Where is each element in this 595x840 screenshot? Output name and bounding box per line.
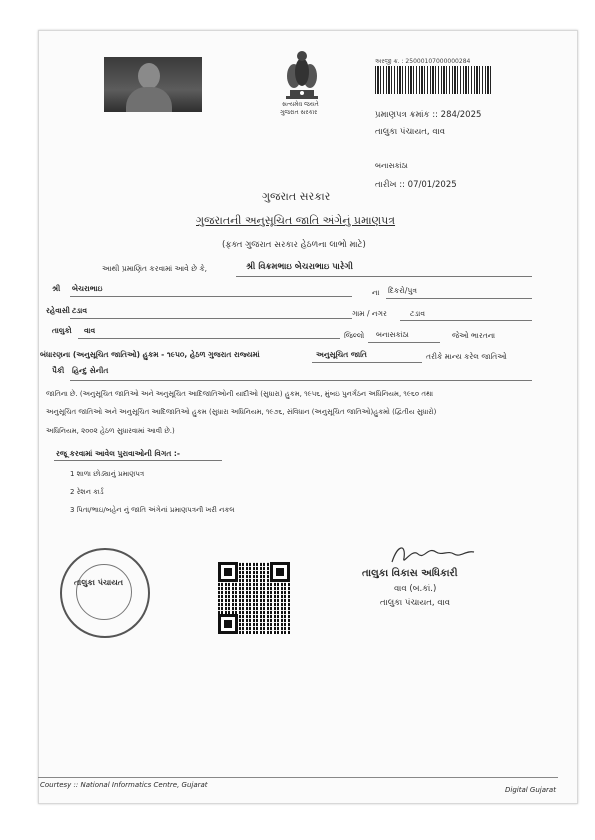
certificate-title: ગુજરાતની અનુસૂચિત જાતિ અંગેનું પ્રમાણપત્ર [196,214,396,227]
na-label: ના [372,288,380,297]
resident-label: રહેવાસી [46,306,70,315]
signatory-title: તાલુકા વિકાસ અધિકારી [362,568,458,579]
caste-value: હિન્દુ સેનીત [72,366,109,375]
state-suffix: જેઓ ભારતના [452,331,496,340]
footer-divider [38,777,558,778]
signatory-place: વાવ (બ.કાં.) [394,584,437,594]
barcode-label: અરજી ક્ર. : 25000107000000284 [375,58,471,65]
evidence-item: 3 પિતા/ભાઇ/બહેન નું જાતિ અંગેનાં પ્રમાણપત્રની ખરી નકલ [70,506,235,514]
signatory-office: તાલુકા પંચાયત, વાવ [380,598,451,608]
father-name: બેચરાભાઇ [72,284,103,293]
shri-label: શ્રી [52,284,61,293]
official-seal [60,548,150,638]
footer-brand: Digital Gujarat [505,786,556,794]
district-value: બનાસકાંઠા [376,330,409,339]
header-district: બનાસકાંઠા [375,161,408,170]
certify-prefix: આથી પ્રમાણિત કરવામાં આવે છે કે, [102,264,208,273]
issue-date: તારીખ :: 07/01/2025 [375,180,457,190]
government-title: ગુજરાત સરકાર [262,190,331,203]
certificate-page [38,30,578,804]
district-label: જિલ્લો [344,331,365,340]
village-value: ટડાવ [410,309,425,318]
caste-label: પૈકી [52,366,65,375]
evidence-item: 2 રેશન કાર્ડ [70,488,104,496]
holder-name: શ્રી વિક્રમભાઇ બેચરાભાઇ પારેગી [246,262,353,272]
certificate-number: પ્રમાણપત્ર ક્રમાંક :: 284/2025 [375,110,482,120]
emblem-caption-1: સત્યમેવ જયતે [282,101,319,108]
seal-text: તાલુકા પંચાયત [74,578,124,587]
applicant-photo [104,57,202,112]
relation: દિકરો/પુત્ર [388,286,417,295]
taluka-value: વાવ [84,326,96,335]
evidence-item: 1 શાળા છોડ્યાનું પ્રમાણપત્ર [70,470,145,478]
legal-paragraph-line-3: અધિનિયમ, ૨૦૦૨ હેઠળ સુધારવામાં આવી છે.) [46,427,175,435]
legal-paragraph-line-2: અનુસૂચિત જાતિઓ અને અનુસૂચિત આદિજાતિઓ હુકમ (સુધારા અધિનિયમ, ૧૯૭૬, સંવિધાન (અનુસૂચિત જાતિઓ)હુકમો (દ્વિતીય સુધારો) [46,408,437,416]
evidence-heading: રજૂ કરવામાં આવેલ પુરાવાઓની વિગત :- [56,449,181,458]
category-value: અનુસૂચિત જાતિ [316,350,367,359]
qr-code [218,562,290,634]
order-prefix: બંધારણના (અનુસૂચિત જાતિઓ) હુકમ - ૧૯૫૦, હેઠળ ગુજરાત રાજ્યમાં [40,350,260,359]
legal-paragraph-line-1: જાતિના છે. (અનુસૂચિત જાતિઓ અને અનુસૂચિત આદિજાતિઓની યાદીઓ (સુધારા) હુકમ, ૧૯૫૬, મુંબઇ પુનર્ગઠન અધિનિયમ, ૧૯૬૦ તથા [46,390,434,398]
taluka-label: તાલુકો [52,326,72,335]
signature-icon [388,540,478,568]
resident-value: ટડાવ [72,306,87,315]
certificate-subtitle: (ફક્ત ગુજરાત સરકાર હેઠળના લાભો માટે) [222,240,366,250]
village-label: ગામ / નગર [352,309,387,318]
footer-courtesy: Courtesy :: National Informatics Centre, Gujarat [40,781,208,789]
order-suffix: તરીકે માન્ય કરેલ જાતિઓ [426,352,507,361]
issuer-office: તાલુકા પંચાયત, વાવ [375,127,446,137]
emblem-caption-2: ગુજરાત સરકાર [280,109,318,116]
barcode [375,66,491,94]
